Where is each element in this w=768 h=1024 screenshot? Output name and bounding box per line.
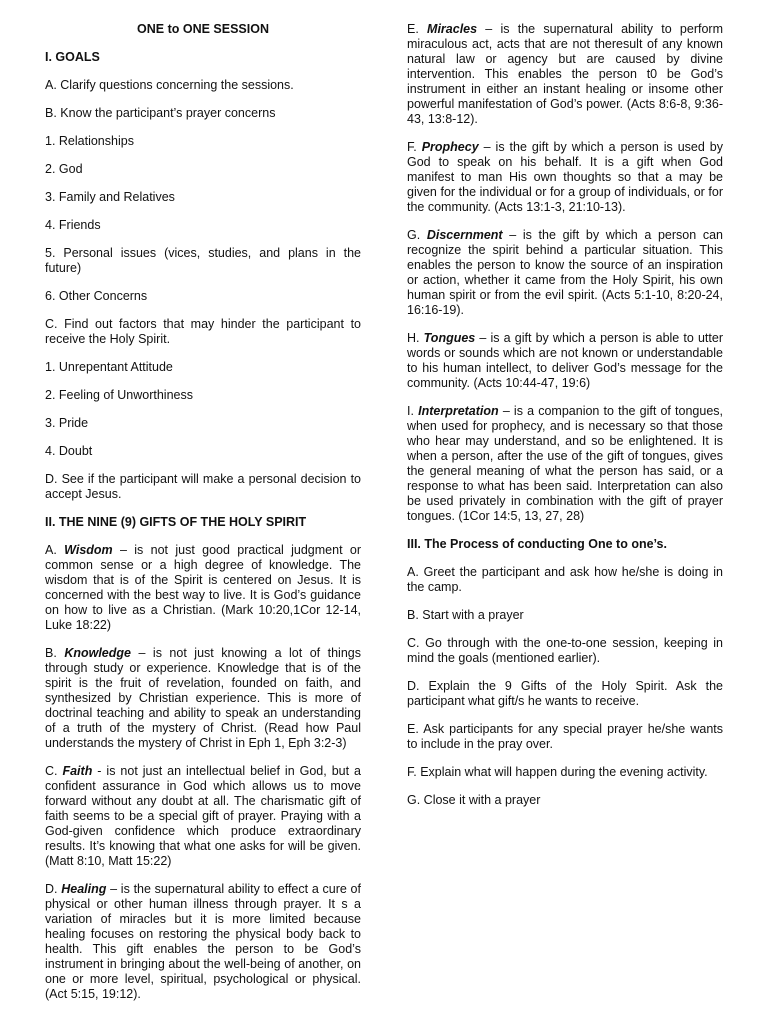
gift-term: Tongues bbox=[423, 331, 476, 345]
goal-c-item: 2. Feeling of Unworthiness bbox=[45, 388, 193, 402]
process-step: F. Explain what will happen during the evening activity. bbox=[407, 765, 708, 779]
gifts-heading: II. THE NINE (9) GIFTS OF THE HOLY SPIRIT bbox=[45, 515, 307, 529]
goal-b-item: 1. Relationships bbox=[45, 134, 134, 148]
gift-description: – is a gift by which a person is able to utter words or sounds which are not known or understandable to his human intellect, to deliver God’s message for the community. (Acts 10:44-47, 19:6) bbox=[407, 331, 723, 390]
process-step: A. Greet the participant and ask how he/she is doing in the camp. bbox=[407, 565, 723, 594]
goal-d: D. See if the participant will make a personal decision to accept Jesus. bbox=[45, 472, 361, 501]
gift-description: – is the gift by which a person is used by God to speak on his behalf. It is a gift when God manifest to man His own thoughts so that a may be given for the individual or for a group of individuals, or for the community. (Acts 13:1-3, 21:10-13). bbox=[407, 140, 723, 214]
gift-healing bbox=[45, 882, 361, 1002]
gift-description: – is the supernatural ability to perform miraculous act, acts that are not theresult of any known natural law or agency but are caused by divine intervention. This enables the person t0 be God’s instrument in either an instant healing or insome other powerful manifestation of God’s power. (Acts 8:6-8, 9:36-43, 13:8-12). bbox=[407, 22, 723, 126]
process-heading: III. The Process of conducting One to one’s. bbox=[407, 537, 667, 551]
gift-description: - is not just an intellectual belief in God, but a confident assurance in God which allows us to move forward without any doubt at all. The charismatic gift of faith seems to be a special gift of prayer. Praying with a God-given confidence which produce extraordinary results. It’s knowing that what one asks for will be given. (Matt 8:10, Matt 15:22) bbox=[45, 764, 361, 868]
gift-term: Wisdom bbox=[64, 543, 113, 557]
gift-description: – is the gift by which a person can recognize the spirit behind a particular situation. This enables the person to know the source of an inspiration or action, whether it came from the Holy Spirit, his own human spirit or from the evil spirit. (Acts 5:1-10, 8:20-24, 16:16-19). bbox=[407, 228, 723, 317]
gift-prophecy bbox=[407, 140, 723, 215]
goal-b-item: 5. Personal issues (vices, studies, and plans in the future) bbox=[45, 246, 361, 275]
goal-b: B. Know the participant’s prayer concerns bbox=[45, 106, 276, 120]
gift-term: Knowledge bbox=[64, 646, 131, 660]
gift-prefix: E. bbox=[407, 22, 428, 36]
gift-knowledge bbox=[45, 646, 361, 751]
gift-term: Interpretation bbox=[418, 404, 499, 418]
gift-tongues bbox=[407, 331, 723, 391]
gift-interpretation bbox=[407, 404, 723, 524]
gift-faith bbox=[45, 764, 361, 869]
goal-a: A. Clarify questions concerning the sessions. bbox=[45, 78, 294, 92]
goal-b-item: 6. Other Concerns bbox=[45, 289, 148, 303]
gift-prefix: F. bbox=[407, 140, 422, 154]
gift-description: – is not just good practical judgment or common sense or a high degree of knowledge. The wisdom that is of the Spirit is centered on Jesus. It is concerned with the best way to live. It is God’s guidance on how to live as a Christian. (Mark 10:20,1Cor 12-14, Luke 18:22) bbox=[45, 543, 361, 632]
gift-wisdom bbox=[45, 543, 361, 633]
goal-b-item: 2. God bbox=[45, 162, 83, 176]
left-column bbox=[45, 22, 361, 1015]
goals-heading: I. GOALS bbox=[45, 50, 100, 64]
gift-term: Prophecy bbox=[421, 140, 479, 154]
gift-prefix: D. bbox=[45, 882, 62, 896]
process-step: C. Go through with the one-to-one session, keeping in mind the goals (mentioned earlier). bbox=[407, 636, 723, 665]
gift-prefix: B. bbox=[45, 646, 65, 660]
goal-c-item: 3. Pride bbox=[45, 416, 89, 430]
goal-c-item: 1. Unrepentant Attitude bbox=[45, 360, 173, 374]
document-title: ONE to ONE SESSION bbox=[137, 22, 269, 36]
gift-prefix: H. bbox=[407, 331, 424, 345]
process-step: E. Ask participants for any special prayer he/she wants to include in the pray over. bbox=[407, 722, 723, 751]
goal-b-item: 3. Family and Relatives bbox=[45, 190, 175, 204]
gift-description: – is a companion to the gift of tongues, when used for prophecy, and is necessary so that those who hear may understand, and so be enlightened. It is when a person, after the use of the gift of tongues, gives the general meaning of what the person has said, or a response to what has been said. Interpretation can also be used privately in combination with the gift of prayer tongues. (1Cor 14:5, 13, 27, 28) bbox=[407, 404, 723, 523]
gift-term: Miracles bbox=[427, 22, 478, 36]
goal-b-item: 4. Friends bbox=[45, 218, 101, 232]
goal-c: C. Find out factors that may hinder the participant to receive the Holy Spirit. bbox=[45, 317, 361, 346]
process-step: D. Explain the 9 Gifts of the Holy Spirit. Ask the participant what gift/s he wants to receive. bbox=[407, 679, 723, 708]
gift-description: – is not just knowing a lot of things through study or experience. Knowledge that is of the spirit is the fruit of revelation, founded on faith, and synthesized by Christian experience. This is more of doctrinal teaching and ability to speak an understanding of a truth of the mystery of Christ. (Read how Paul understands the mystery of Christ in Eph 1, Eph 3:2-3) bbox=[45, 646, 361, 750]
gift-discernment bbox=[407, 228, 723, 318]
gift-description: – is the supernatural ability to effect a cure of physical or other human illness through prayer. It s a variation of miracles but it is more limited because healing focuses on restoring the physical body back to health. This gift enables the person to be God’s instrument in bringing about the well-being of another, on one or more level, spiritual, psychological or physical. (Act 5:15, 19:12). bbox=[45, 882, 361, 1001]
gift-prefix: G. bbox=[407, 228, 427, 242]
gift-miracles bbox=[407, 22, 723, 127]
gift-prefix: I. bbox=[407, 404, 419, 418]
process-step: B. Start with a prayer bbox=[407, 608, 524, 622]
gift-term: Faith bbox=[62, 764, 93, 778]
gift-term: Discernment bbox=[426, 228, 503, 242]
goal-c-item: 4. Doubt bbox=[45, 444, 93, 458]
gift-prefix: A. bbox=[45, 543, 65, 557]
right-column bbox=[407, 22, 723, 821]
gift-term: Healing bbox=[61, 882, 107, 896]
process-step: G. Close it with a prayer bbox=[407, 793, 541, 807]
gift-prefix: C. bbox=[45, 764, 63, 778]
